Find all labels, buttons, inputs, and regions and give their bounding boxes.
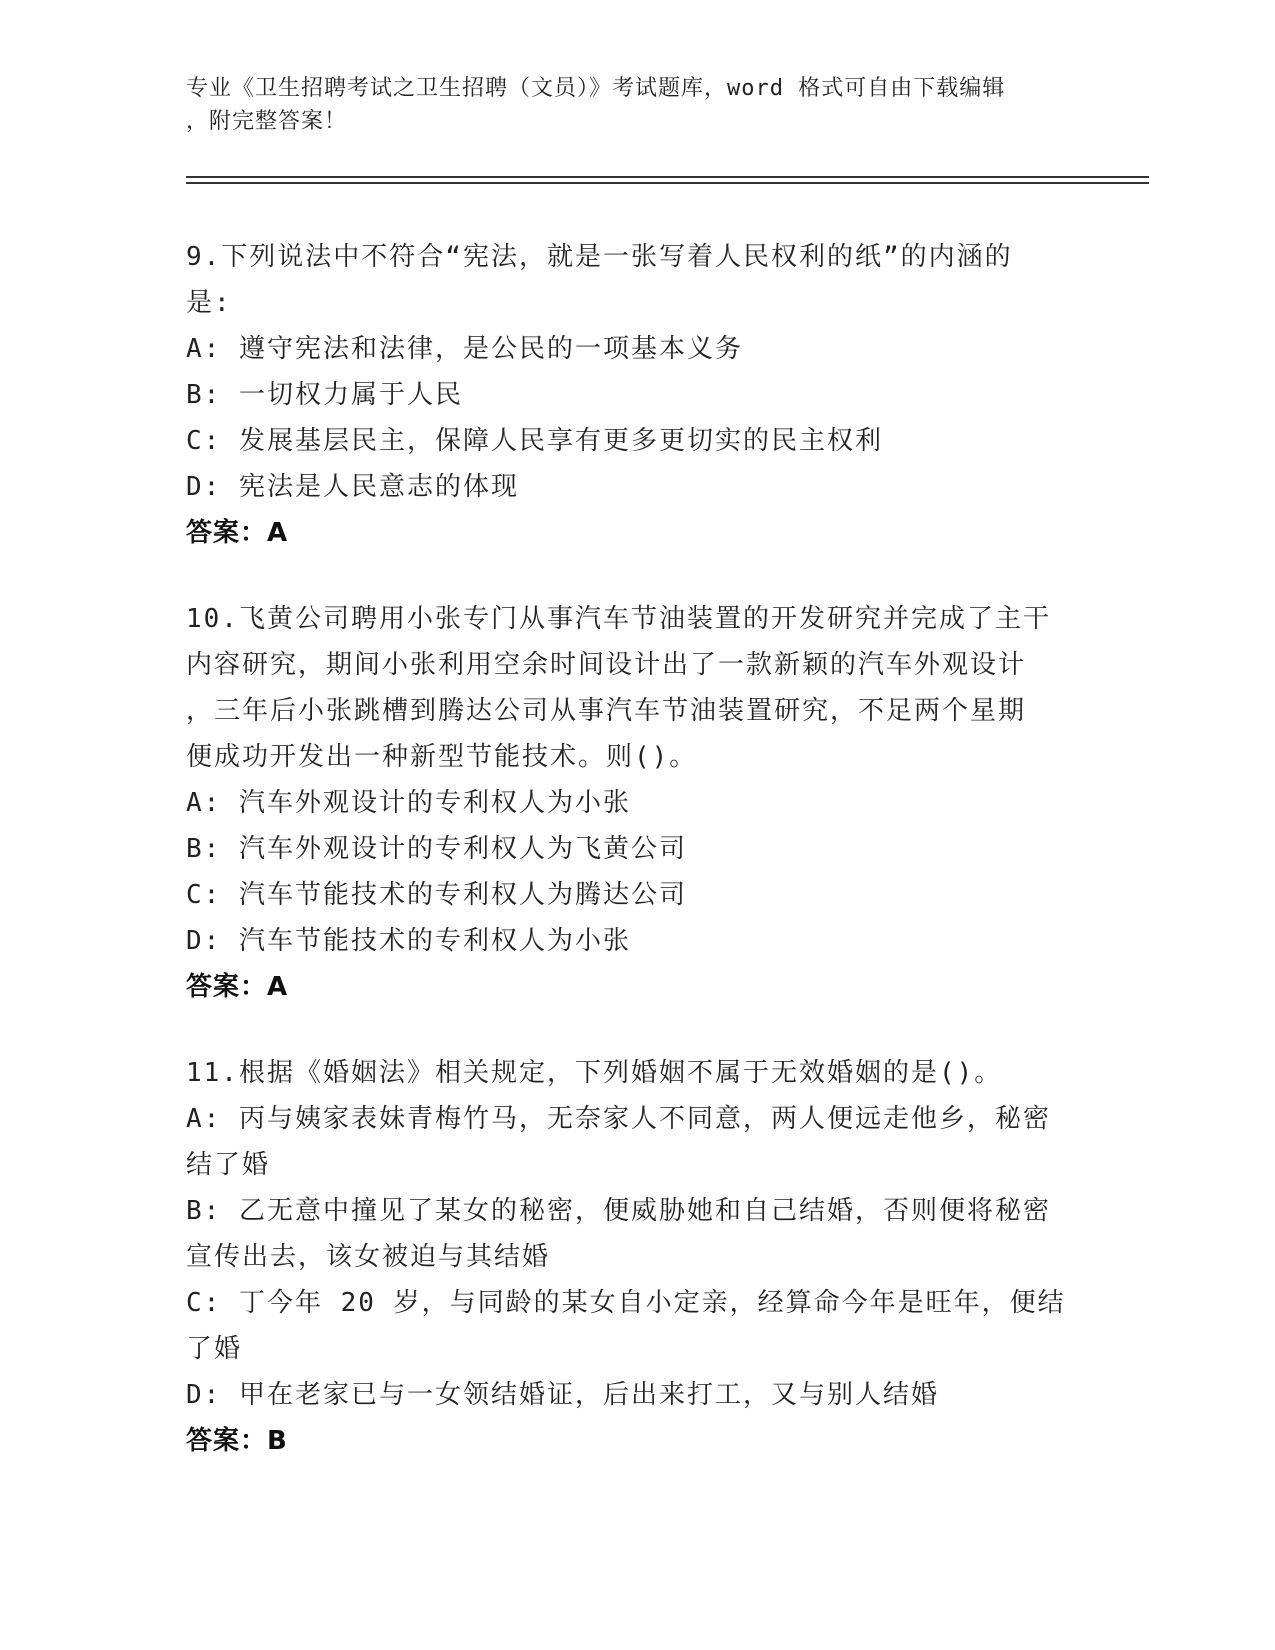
option-a: A: 汽车外观设计的专利权人为小张	[186, 788, 631, 818]
question-9	[186, 234, 1066, 556]
answer: 答案：B	[186, 1426, 288, 1456]
option-c: C: 汽车节能技术的专利权人为腾达公司	[186, 880, 687, 910]
option-c: C: 丁今年 20 岁，与同龄的某女自小定亲，经算命今年是旺年，便结 了婚	[186, 1288, 1066, 1364]
header-divider-bottom	[186, 182, 1149, 184]
question-11	[186, 1050, 1066, 1464]
question-stem: 10.飞黄公司聘用小张专门从事汽车节油装置的开发研究并完成了主干 内容研究，期间小张利用空余时间设计出了一款新颖的汽车外观设计 ，三年后小张跳槽到腾达公司从事汽车节油装置研究，不足两个星期 便成功开发出一种新型节能技术。则()。	[186, 604, 1051, 772]
question-stem: 9.下列说法中不符合“宪法，就是一张写着人民权利的纸”的内涵的 是:	[186, 242, 1013, 318]
header-divider-top	[186, 176, 1149, 178]
question-stem: 11.根据《婚姻法》相关规定，下列婚姻不属于无效婚姻的是()。	[186, 1058, 1003, 1088]
option-b: B: 一切权力属于人民	[186, 380, 463, 410]
answer: 答案：A	[186, 972, 289, 1002]
option-b: B: 乙无意中撞见了某女的秘密，便威胁她和自己结婚，否则便将秘密 宣传出去，该女被迫与其结婚	[186, 1196, 1051, 1272]
option-a: A: 丙与姨家表妹青梅竹马，无奈家人不同意，两人便远走他乡，秘密 结了婚	[186, 1104, 1051, 1180]
document-header: 专业《卫生招聘考试之卫生招聘（文员）》考试题库，word 格式可自由下载编辑 ，附完整答案！	[186, 76, 1006, 134]
option-c: C: 发展基层民主，保障人民享有更多更切实的民主权利	[186, 426, 883, 456]
option-d: D: 汽车节能技术的专利权人为小张	[186, 926, 631, 956]
option-a: A: 遵守宪法和法律，是公民的一项基本义务	[186, 334, 743, 364]
option-d: D: 甲在老家已与一女领结婚证，后出来打工，又与别人结婚	[186, 1380, 939, 1410]
option-d: D: 宪法是人民意志的体现	[186, 472, 519, 502]
answer: 答案：A	[186, 518, 289, 548]
question-10	[186, 596, 1066, 1010]
option-b: B: 汽车外观设计的专利权人为飞黄公司	[186, 834, 687, 864]
